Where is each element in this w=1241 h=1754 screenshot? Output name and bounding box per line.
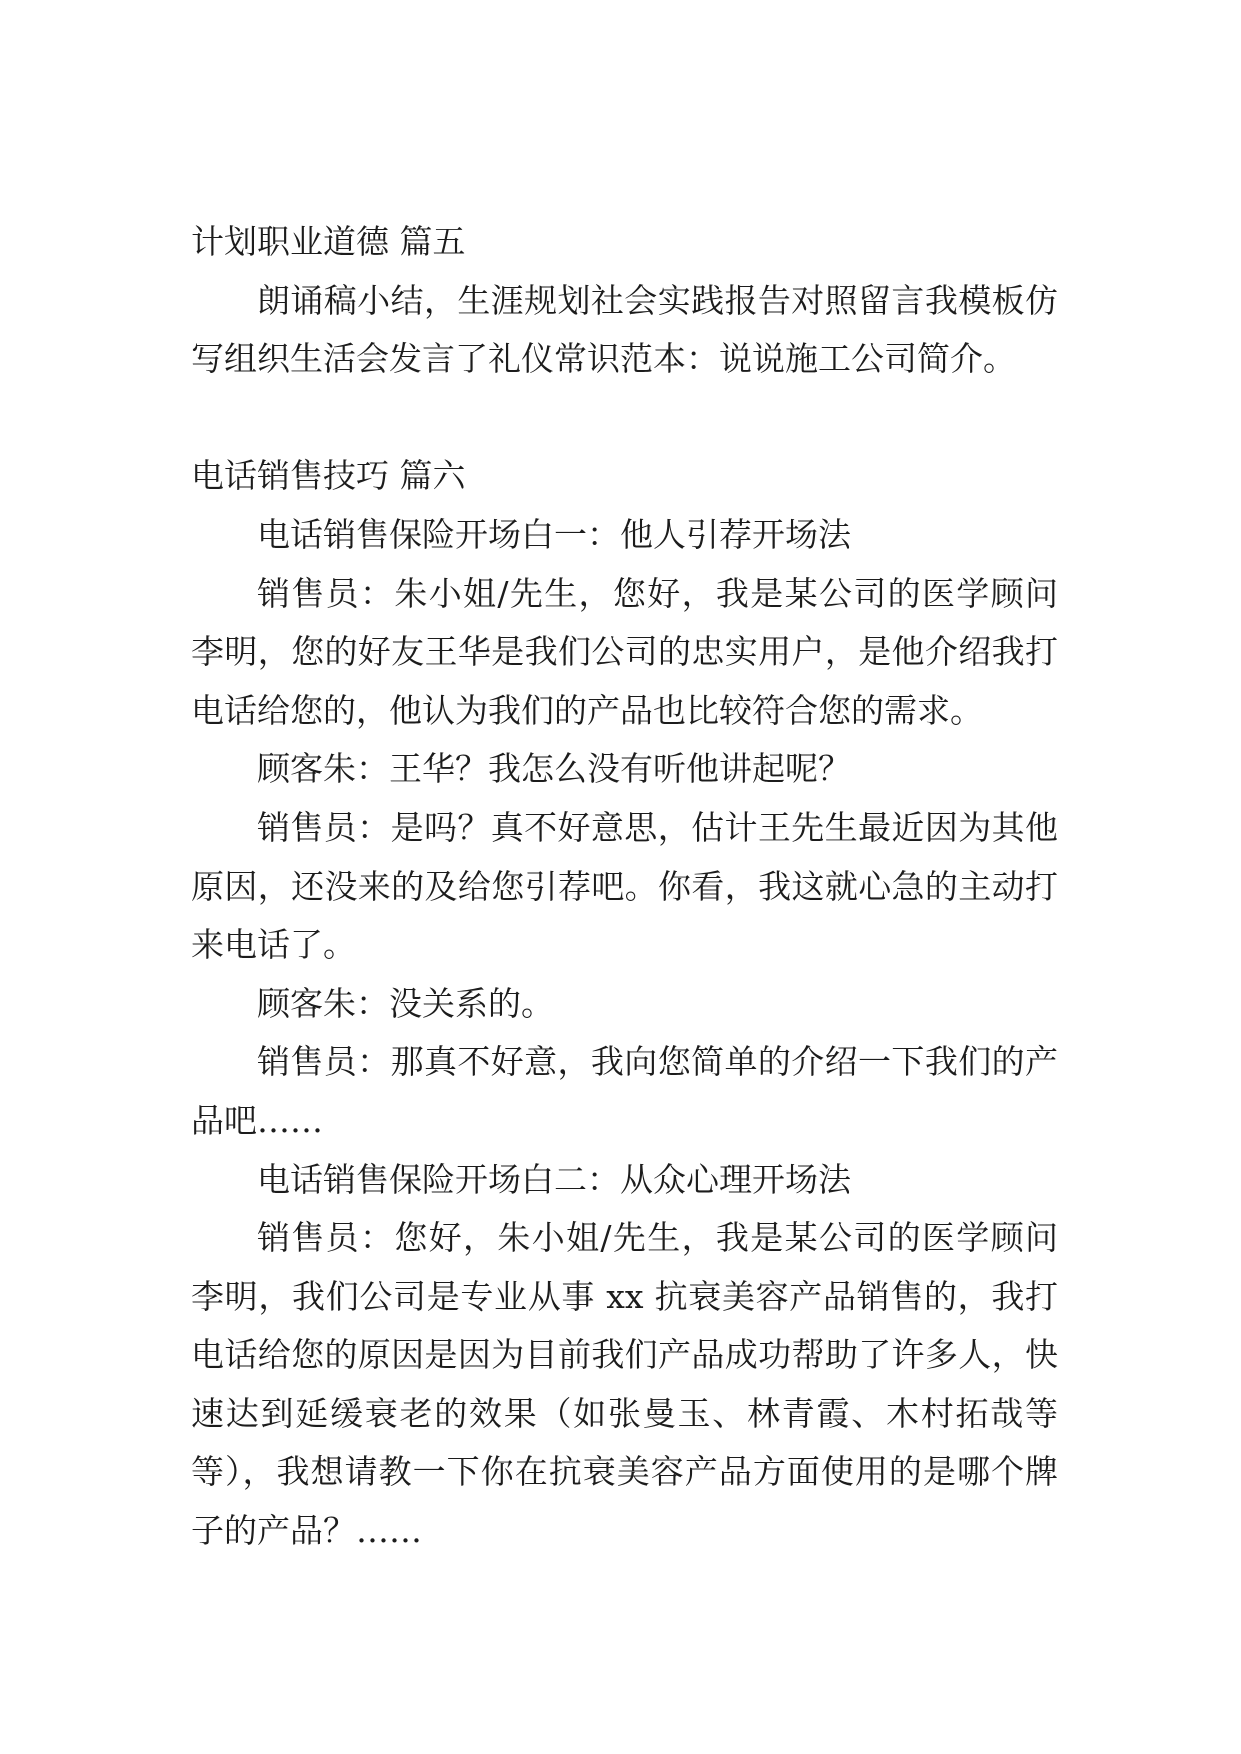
paragraph: 顾客朱：王华？我怎么没有听他讲起呢？ <box>257 749 851 789</box>
section-career-ethics <box>191 213 1058 389</box>
section-phone-sales <box>191 447 1058 1560</box>
section-heading: 计划职业道德 篇五 <box>191 222 466 261</box>
paragraph: 销售员：是吗？真不好意思，估计王先生最近因为其他原因，还没来的及给您引荐吧。你看，我这就心急的主动打来电话了。 <box>191 807 1058 965</box>
paragraph: 朗诵稿小结，生涯规划社会实践报告对照留言我模板仿写组织生活会发言了礼仪常识范本：说说施工公司简介。 <box>191 280 1058 379</box>
paragraph: 销售员：您好，朱小姐/先生，我是某公司的医学顾问李明，我们公司是专业从事 xx 抗衰美容产品销售的，我打电话给您的原因是因为目前我们产品成功帮助了许多人，快速达到延缓衰老的效果（如张曼玉、林青霞、木村拓哉等等），我想请教一下你在抗衰美容产品方面使用的是哪个牌子的产品？…… <box>191 1218 1058 1551</box>
paragraph: 顾客朱：没关系的。 <box>257 983 554 1023</box>
paragraph: 销售员：朱小姐/先生，您好，我是某公司的医学顾问李明，您的好友王华是我们公司的忠实用户，是他介绍我打电话给您的，他认为我们的产品也比较符合您的需求。 <box>191 573 1058 730</box>
document-body <box>191 213 1058 1561</box>
paragraph: 电话销售保险开场白一：他人引荐开场法 <box>257 514 851 554</box>
section-heading: 电话销售技巧 篇六 <box>191 456 466 496</box>
paragraph: 销售员：那真不好意，我向您简单的介绍一下我们的产品吧…… <box>191 1042 1058 1140</box>
paragraph: 电话销售保险开场白二：从众心理开场法 <box>257 1159 851 1199</box>
